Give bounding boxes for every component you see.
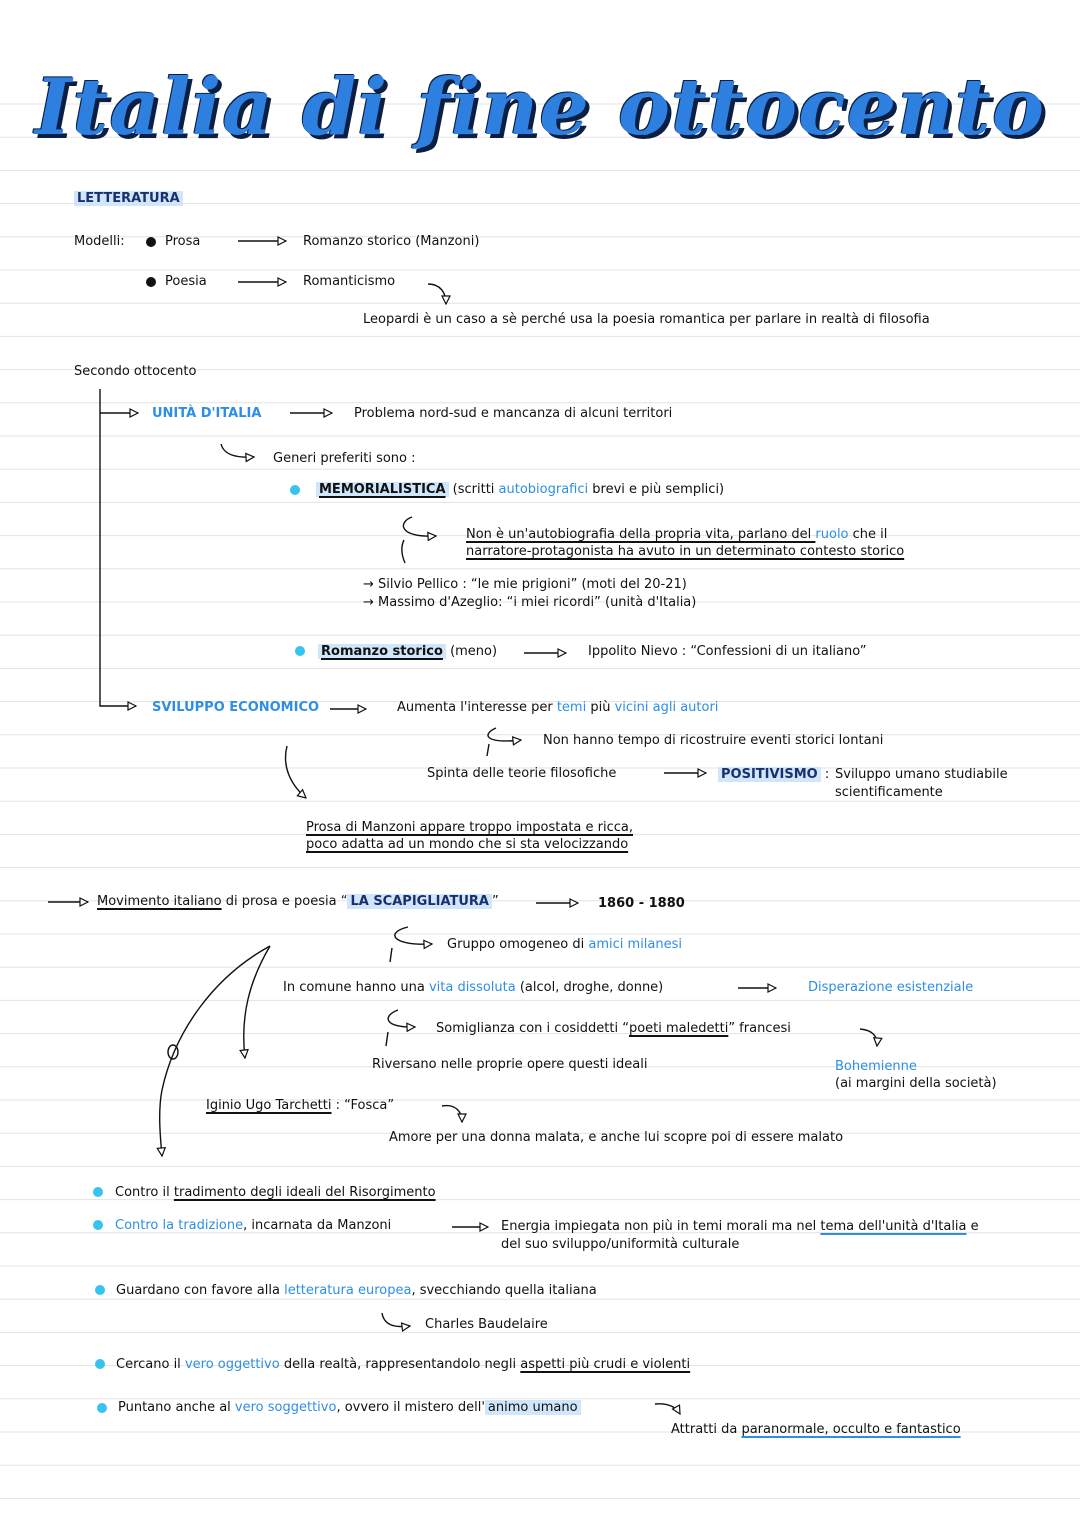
manzoni-note-1: Prosa di Manzoni appare troppo impostata e ricca, — [306, 820, 633, 835]
bullet-dot — [146, 237, 156, 247]
amore-note: Amore per una donna malata, e anche lui scopre poi di essere malato — [389, 1130, 844, 1145]
romanzo-storico-line: Romanzo storico (meno) — [318, 643, 497, 660]
example-azeglio: → Massimo d'Azeglio: “i miei ricordi” (unità d'Italia) — [363, 595, 697, 610]
bullet-oggettivo: Cercano il vero oggettivo della realtà, rappresentandolo negli aspetti più crudi e violenti — [116, 1357, 691, 1372]
romanzo-target: Ippolito Nievo : “Confessioni di un italiano” — [588, 644, 867, 659]
bullet-dot — [93, 1187, 103, 1197]
movimento-line: Movimento italiano di prosa e poesia “ LA SCAPIGLIATURA ” — [97, 894, 499, 909]
comune-note: In comune hanno una vita dissoluta (alcol, droghe, donne) — [283, 980, 664, 995]
bullet-dot — [93, 1220, 103, 1230]
positivismo-def-1: Sviluppo umano studiabile — [835, 767, 1008, 782]
positivismo-def-2: scientificamente — [835, 785, 943, 800]
bullet-tradizione: Contro la tradizione, incarnata da Manzoni — [115, 1218, 392, 1233]
gruppo-note: Gruppo omogeneo di amici milanesi — [447, 937, 682, 952]
scapigliatura-date: 1860 - 1880 — [598, 896, 685, 911]
bullet-dot — [290, 485, 300, 495]
bullet-europea: Guardano con favore alla letteratura europea, svecchiando quella italiana — [116, 1283, 597, 1298]
baudelaire-note: Charles Baudelaire — [425, 1317, 548, 1332]
memorialistica-line: MEMORIALISTICA (scritti autobiografici brevi e più semplici) — [316, 481, 724, 498]
bullet-dot — [146, 277, 156, 287]
unita-result: Problema nord-sud e mancanza di alcuni territori — [354, 406, 673, 421]
section-heading: LETTERATURA — [74, 190, 183, 207]
modelli-prosa-target: Romanzo storico (Manzoni) — [303, 234, 480, 249]
generi-label: Generi preferiti sono : — [273, 451, 416, 466]
riversano-note: Riversano nelle proprie opere questi ideali — [372, 1057, 648, 1072]
page-title: Italia di fine ottocento — [34, 62, 1045, 153]
leopardi-note: Leopardi è un caso a sè perché usa la poesia romantica per parlare in realtà di filosofia — [363, 312, 930, 327]
modelli-label: Modelli: — [74, 234, 125, 249]
modelli-poesia-target: Romanticismo — [303, 274, 396, 289]
tempo-note: Non hanno tempo di ricostruire eventi storici lontani — [543, 733, 884, 748]
bullet-tradimento: Contro il tradimento degli ideali del Risorgimento — [115, 1185, 436, 1200]
bohemienne-label: Bohemienne — [835, 1059, 917, 1074]
somiglianza-note: Somiglianza con i cosiddetti “poeti maledetti” francesi — [436, 1021, 791, 1036]
disperazione-note: Disperazione esistenziale — [808, 980, 974, 995]
sviluppo-label: SVILUPPO ECONOMICO — [152, 700, 320, 715]
bullet-dot — [97, 1403, 107, 1413]
bohemienne-def: (ai margini della società) — [835, 1076, 997, 1091]
secondo-ottocento-label: Secondo ottocento — [74, 364, 197, 379]
tarchetti-line: Iginio Ugo Tarchetti : “Fosca” — [206, 1098, 395, 1113]
positivismo-label: POSITIVISMO : — [718, 766, 829, 783]
bullet-dot — [95, 1285, 105, 1295]
memo-note-1: Non è un'autobiografia della propria vita, parlano del ruolo che il — [466, 527, 888, 542]
spinta-note: Spinta delle teorie filosofiche — [427, 766, 617, 781]
unita-label: UNITÀ D'ITALIA — [152, 406, 262, 421]
manzoni-note-2: poco adatta ad un mondo che si sta velocizzando — [306, 837, 629, 852]
bullet-soggettivo: Puntano anche al vero soggettivo, ovvero il mistero dell' animo umano — [118, 1399, 581, 1416]
memo-note-2: narratore-protagonista ha avuto in un determinato contesto storico — [466, 544, 905, 559]
example-pellico: → Silvio Pellico : “le mie prigioni” (moti del 20-21) — [363, 577, 687, 592]
attratti-note: Attratti da paranormale, occulto e fantastico — [671, 1422, 961, 1437]
modelli-poesia: Poesia — [165, 274, 207, 289]
energia-note-1: Energia impiegata non più in temi morali ma nel tema dell'unità d'Italia e — [501, 1219, 979, 1234]
energia-note-2: del suo sviluppo/uniformità culturale — [501, 1237, 740, 1252]
modelli-prosa: Prosa — [165, 234, 201, 249]
bullet-dot — [95, 1359, 105, 1369]
bullet-dot — [295, 646, 305, 656]
sviluppo-result: Aumenta l'interesse per temi più vicini agli autori — [397, 700, 719, 715]
